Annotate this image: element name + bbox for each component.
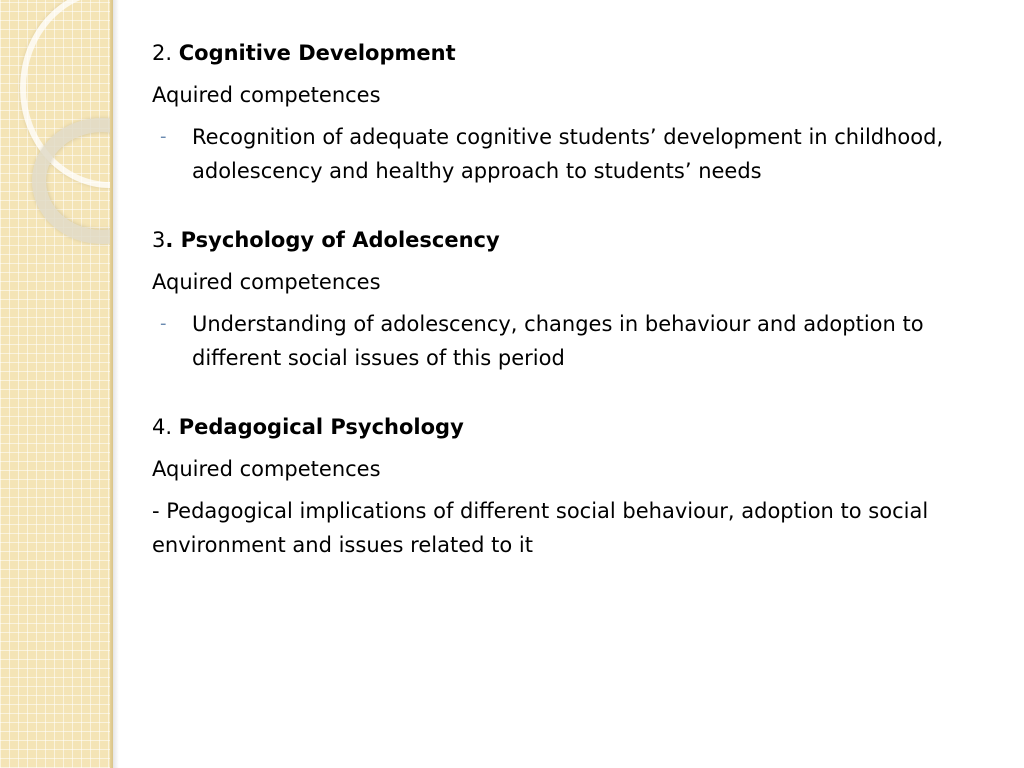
section-title: . Psychology of Adolescency xyxy=(165,228,500,252)
section-number: 2. xyxy=(152,41,173,65)
section-heading-cognitive xyxy=(152,36,952,70)
plain-text-item: - Pedagogical implications of different social behaviour, adoption to social environment and issues related to it xyxy=(152,499,929,557)
bullet-text: Recognition of adequate cognitive students’ development in childhood, adolescency and healthy approach to students’ needs xyxy=(192,125,944,183)
section-heading-adolescency xyxy=(152,223,952,257)
slide-content xyxy=(152,36,952,562)
section-subheading: Aquired competences xyxy=(152,457,381,481)
section-heading-pedagogical xyxy=(152,410,952,444)
bullet-text: Understanding of adolescency, changes in behaviour and adoption to different social issues of this period xyxy=(192,312,924,370)
bullet-item xyxy=(152,307,952,375)
section-number: 4. xyxy=(152,415,173,439)
section-number: 3 xyxy=(152,228,166,252)
section-title: Pedagogical Psychology xyxy=(178,415,464,439)
section-title: Cognitive Development xyxy=(178,41,456,65)
decorative-side-band xyxy=(0,0,113,768)
bullet-dash: - xyxy=(160,313,167,334)
bullet-item xyxy=(152,120,952,188)
section-subheading: Aquired competences xyxy=(152,270,381,294)
side-band-shadow xyxy=(113,0,119,768)
section-subheading: Aquired competences xyxy=(152,83,381,107)
bullet-dash: - xyxy=(160,126,167,147)
